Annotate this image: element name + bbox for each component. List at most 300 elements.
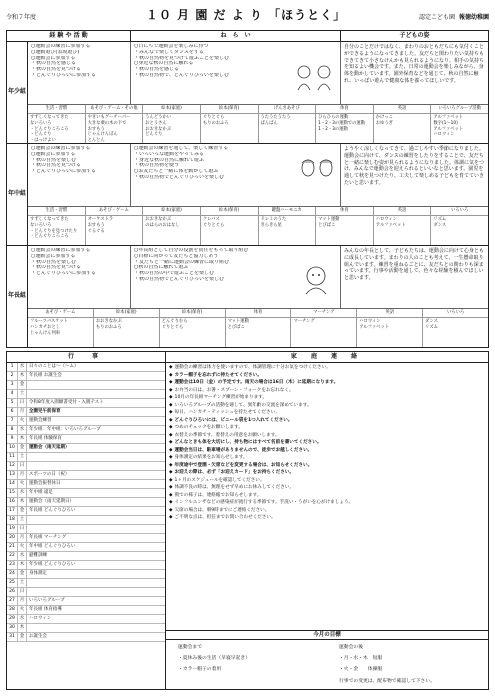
- event-day: 19: [7, 525, 18, 533]
- activity-header: あそび・ゲーム: [86, 207, 144, 215]
- activity-cell: やきいもグーチーパー 大きな栗の木の下で おすもう じゃんけんぽん とんとん: [86, 114, 144, 143]
- experience-line: ・秋の自然を見つける: [31, 67, 82, 72]
- note-item: [169, 485, 485, 492]
- event-weekday: 木: [18, 435, 27, 443]
- activity-header: 生活・習慣: [28, 105, 86, 113]
- event-text: [27, 624, 165, 632]
- note-bullet: ◆: [169, 500, 173, 506]
- goal-line: ・月・水・木 短服: [339, 656, 383, 662]
- note-text: 年度途中で登園・欠席などを変更する場合は、お知らせください。: [174, 462, 313, 468]
- event-text: いろいろグループ: [29, 598, 65, 603]
- note-text: 運動会の練習は体力を使いますので、体調管理に十分お気をつけください。: [174, 365, 331, 370]
- aim-line: ○お友だちと一緒に体を動かして遊ぶ: [134, 169, 219, 174]
- note-text: どんなときも体を大切にし、持ち物にはすべて名前を書いてください。: [174, 440, 322, 446]
- goals-title: 今月の目標: [166, 631, 488, 640]
- event-row: [7, 516, 165, 525]
- experience-line: ○運動遊び(表現遊び): [31, 49, 80, 55]
- event-row: [7, 570, 165, 579]
- activity-header: 絵本(家庭): [143, 105, 201, 113]
- event-day: 1: [7, 363, 18, 371]
- note-bullet: ◆: [169, 440, 173, 446]
- kids-description: みんなの年長として、子どもたちは、運動会に向けて心身ともに成長しています。まわりの人のことも考えて、一生懸命取り組んでいます。練習を重ねるごとに、友だちとの関わりも深まっています。行事や活動を通して、色々な経験を積んでほしいと思います。: [344, 248, 484, 281]
- note-item: [169, 373, 485, 380]
- note-item: [169, 493, 485, 500]
- aims-column: [131, 246, 341, 308]
- activity-cell: アルファベット 数字(1〜10) アルファベット ハロウィン: [433, 115, 464, 138]
- event-day: 4: [7, 390, 18, 398]
- activity-header: あそび・ゲーム: [28, 309, 94, 317]
- event-row: [7, 390, 165, 399]
- event-weekday: 日: [18, 525, 27, 533]
- event-weekday: 木: [18, 624, 27, 632]
- event-row: [7, 525, 165, 534]
- event-weekday: 月: [18, 408, 27, 416]
- event-weekday: 土: [18, 390, 27, 398]
- group-name: 年中組: [7, 144, 28, 245]
- note-bullet: ◆: [169, 417, 173, 423]
- event-row: [7, 399, 165, 408]
- note-bullet: ◆: [169, 387, 173, 393]
- experience-line: ・どんぐりひろいに参加する: [31, 271, 97, 276]
- event-weekday: 火: [18, 480, 27, 488]
- event-row: [7, 417, 165, 426]
- note-bullet: ◆: [169, 470, 173, 476]
- event-day: 20: [7, 534, 18, 542]
- event-text: [27, 516, 165, 524]
- event-day: 26: [7, 588, 18, 596]
- note-bullet: ◆: [169, 492, 173, 498]
- aim-line: ○秋の自然に触れて遊ぶ: [134, 265, 189, 271]
- note-bullet: ◆: [169, 507, 173, 513]
- newsletter-title: １０ 月 園 だ よ り 「ほうとく」: [146, 8, 347, 22]
- event-row: [7, 543, 165, 552]
- event-weekday: 金: [18, 507, 27, 515]
- newsletter-header: [6, 6, 489, 30]
- event-row: [7, 408, 165, 417]
- event-text: 年長組 体育指導: [29, 607, 62, 612]
- newsletter-page: [6, 6, 489, 696]
- note-bullet: ◆: [169, 365, 173, 370]
- events-list: [7, 363, 165, 642]
- event-row: [7, 453, 165, 462]
- event-day: 29: [7, 615, 18, 623]
- activity-cell: おおきなかぶ のはらのおはなし: [143, 216, 201, 245]
- activity-header: 絵本(保育): [160, 309, 226, 317]
- experience-column: [28, 144, 131, 206]
- event-text: [27, 462, 165, 470]
- group-block-nensho: [7, 42, 488, 144]
- event-text: 全園児午前保育: [29, 409, 61, 414]
- event-weekday: 月: [18, 471, 27, 479]
- goal-line: 運動会の後: [339, 645, 363, 650]
- goal-line: ・夏休み後の生活（早寝早起き）: [178, 656, 250, 662]
- note-text: カラー帽子を忘れずに持たせてください。: [174, 372, 262, 378]
- aim-line: ○日にちで運動会を楽しみに待つ: [134, 44, 209, 49]
- group-name: 年少組: [7, 42, 28, 143]
- experience-line: ○運動会の練習に参加する: [31, 146, 91, 151]
- note-text: 衣替えの季節です。着替えの用意をお願いします。: [174, 432, 280, 438]
- note-text: 欠席の場合は、朝9時までにご連絡ください。: [174, 507, 270, 513]
- activity-cell: うんどうかい おとうさん おおきなかぶ どんぐり: [143, 114, 201, 143]
- event-row: [7, 588, 165, 597]
- event-weekday: 月: [18, 597, 27, 605]
- note-bullet: ◆: [169, 395, 173, 401]
- event-day: 23: [7, 561, 18, 569]
- event-text: 運動会振替休日: [29, 481, 61, 486]
- activity-header: 生活・習慣: [28, 207, 86, 215]
- note-item: [169, 425, 485, 432]
- activity-header: あそび・ゲーム・その他: [86, 105, 144, 113]
- event-row: [7, 363, 165, 372]
- activity-cell: クレバス ぐりとぐら: [201, 216, 259, 245]
- event-day: 14: [7, 480, 18, 488]
- event-text: [27, 381, 165, 389]
- event-text: 年中組 遠足: [29, 490, 53, 495]
- event-day: 24: [7, 570, 18, 578]
- activity-header: 絵本(保育): [201, 207, 259, 215]
- activity-header: 英語: [374, 105, 432, 113]
- event-day: 6: [7, 408, 18, 416]
- note-text: 1ヶ月のスケジュールを確認してください。: [174, 477, 265, 483]
- kids-description: 自分のことだけではなく、まわりのおともだちにも気付くことができるようになってきました。友だちと関わりたい気持ちもできてきて小さなけんかも見られるようになり、相手の気持ちを知るよい機会です。また、日常の運動会を楽しみながら、身体を動かしています。園外保育などを通じて、秋の自然に触れ、いっぱい遊んで健康な体を養ってほしいです。: [344, 44, 485, 84]
- experience-line: ・秋の自然を見つける: [31, 163, 82, 169]
- event-text: 令和8年度入園願書受付・入園テスト: [29, 400, 104, 405]
- note-text: 10月の年長組マーチング練習が始まります。: [174, 395, 267, 401]
- event-row: [7, 462, 165, 471]
- activity-cell: すずしくなってきた ないろいろ ・どんぐりを見つけたり ・どんぐりころころ: [28, 216, 86, 245]
- activity-cell: フルーツバスケット ハンカチおとし じゃんけん列車: [28, 318, 94, 347]
- event-weekday: 月: [18, 534, 27, 542]
- note-item: [169, 448, 485, 455]
- event-day: 9: [7, 435, 18, 443]
- experience-column: [28, 246, 131, 308]
- event-day: 18: [7, 516, 18, 524]
- activity-cell: ひらひらの運動 1・2・3の運動での運動 1・2・3の運動: [316, 114, 374, 143]
- event-row: [7, 633, 165, 642]
- lower-section: [6, 351, 489, 690]
- event-row: [7, 381, 165, 390]
- aim-line: ・秋の自然を感じる: [134, 67, 180, 72]
- event-weekday: 火: [18, 543, 27, 551]
- event-weekday: 水: [18, 426, 27, 434]
- event-weekday: 日: [18, 462, 27, 470]
- activity-header: いろいろ: [451, 208, 469, 213]
- experience-line: ○運動会に参加する: [31, 151, 76, 157]
- event-weekday: 水: [18, 489, 27, 497]
- activity-header: 絵本(家庭): [94, 309, 160, 317]
- note-bullet: ◆: [169, 425, 173, 431]
- activity-header: げんきあそび: [259, 105, 317, 113]
- note-text: 体調不良の時は、無理をせず早めにお休みしてください。: [174, 485, 294, 491]
- event-weekday: 水: [18, 552, 27, 560]
- note-item: [169, 455, 485, 462]
- event-day: 13: [7, 471, 18, 479]
- event-text: 運動会（雨天延期日）: [29, 499, 74, 504]
- event-text: 年長組 どんぐりひろい: [29, 508, 76, 513]
- note-item: [169, 410, 485, 417]
- note-item: [169, 433, 485, 440]
- aim-line: ・秋の自然の中で遊ぶことを楽しむ: [134, 271, 215, 276]
- event-day: 25: [7, 579, 18, 587]
- activity-cell: おおきなかぶ もりのおふろ: [94, 318, 160, 347]
- event-weekday: 金: [18, 444, 27, 452]
- activity-header-row: [28, 105, 488, 114]
- experience-line: ○運動会に参加する: [31, 253, 76, 259]
- event-text: 避難訓練: [29, 553, 47, 558]
- experience-line: ○運動会に参加する: [31, 55, 76, 61]
- aim-line: ○年長組として自分の役割を責任をもって取り組む: [134, 248, 249, 253]
- event-text: 身体測定: [29, 571, 47, 576]
- event-row: [7, 507, 165, 516]
- event-weekday: 木: [18, 372, 27, 380]
- event-day: 31: [7, 633, 18, 641]
- note-item: [169, 388, 485, 395]
- activity-header: 体育: [226, 309, 292, 317]
- aims-column: [131, 144, 341, 206]
- event-text: お誕生会: [29, 634, 47, 639]
- school-label: 認定こども園: [418, 14, 455, 21]
- event-weekday: 木: [18, 561, 27, 569]
- event-text: 年少組：年中組：いろいろグループ: [29, 427, 101, 432]
- event-text: 年少組 どんぐりひろい: [29, 562, 76, 567]
- note-bullet: ◆: [169, 410, 173, 416]
- event-day: 15: [7, 489, 18, 497]
- activity-header: 体育: [316, 105, 374, 113]
- event-day: 2: [7, 372, 18, 380]
- aim-line: ・秋の自然物で、どんぐりひろいを楽しむ: [134, 72, 229, 78]
- event-weekday: 木: [18, 498, 27, 506]
- activity-cell: うたうたうたう ぱんぱん: [259, 114, 317, 143]
- aim-line: ・秋の自然物でどんぐりひろいを楽しむ: [134, 174, 225, 180]
- event-row: [7, 624, 165, 633]
- aim-line: ・秋の自然物でどんぐりひろいを楽しむ: [134, 276, 225, 282]
- class-plan-table: [6, 30, 489, 348]
- activity-header: 体育: [316, 207, 374, 215]
- note-text: いろいろグループの活動を通して、異年齢の交流を深めています。: [174, 402, 312, 408]
- note-text: どんぐりひろいには、ビニール袋を1つ入れてください。: [174, 417, 293, 423]
- event-day: 11: [7, 453, 18, 461]
- event-row: [7, 561, 165, 570]
- experience-line: ・どんぐりひろいに参加する: [31, 72, 97, 78]
- event-row: [7, 579, 165, 588]
- events-heading: 行 事: [7, 352, 165, 363]
- aim-line: ・身近な秋の自然に触れて遊ぶ: [134, 157, 205, 163]
- activity-content-row: [28, 216, 488, 245]
- event-row: [7, 597, 165, 606]
- header-aims: ね ら い: [131, 31, 341, 41]
- note-bullet: ◆: [169, 432, 173, 438]
- note-text: お迎えの際は、必ず「お迎えカード」をお持ちください。: [174, 470, 294, 476]
- activity-cell: ダンス リズム: [425, 319, 438, 330]
- group-block-nencho: [7, 246, 488, 347]
- experience-line: ○運動会の練習に参加する: [31, 44, 91, 49]
- note-item: [169, 500, 485, 507]
- event-row: [7, 552, 165, 561]
- note-item: [169, 508, 485, 515]
- notes-heading: 家 庭 連 絡: [166, 352, 488, 363]
- experience-column: [28, 42, 131, 104]
- event-day: 10: [7, 444, 18, 452]
- event-day: 28: [7, 606, 18, 614]
- event-row: [7, 534, 165, 543]
- event-day: 5: [7, 399, 18, 407]
- activity-header: 絵本(保育): [201, 105, 259, 113]
- notes-list: [166, 363, 488, 630]
- note-bullet: ◆: [169, 447, 173, 453]
- event-text: [27, 579, 165, 587]
- activity-header-row: [28, 207, 488, 216]
- activity-header-row: [28, 309, 488, 318]
- acorn-illustration: [296, 150, 336, 180]
- fiscal-year: 令和７年度: [6, 14, 37, 21]
- event-weekday: 火: [18, 606, 27, 614]
- event-row: [7, 498, 165, 507]
- note-text: 運動会は10日（金）の予定です。雨天の場合は16日（木）に延期になります。: [174, 380, 339, 386]
- event-day: 21: [7, 543, 18, 551]
- event-weekday: 水: [18, 363, 27, 371]
- aim-line: ・友だちと一緒に運動会の練習に取り組む: [134, 259, 230, 265]
- event-day: 22: [7, 552, 18, 560]
- activity-header: いろいろ: [446, 310, 465, 315]
- note-bullet: ◆: [169, 455, 173, 461]
- note-bullet: ◆: [169, 402, 173, 408]
- aim-line: ・いろいろな運動をやってみる: [134, 151, 205, 157]
- aim-line: ・秋の自然物を見つけて遊ぶことを楽しむ: [134, 55, 230, 61]
- event-day: 3: [7, 381, 18, 389]
- home-notes-panel: [166, 351, 489, 690]
- event-row: [7, 435, 165, 444]
- event-day: 16: [7, 498, 18, 506]
- event-day: 8: [7, 426, 18, 434]
- activity-header: 鍵盤ハーモニカ: [259, 207, 317, 215]
- activity-cell: どんぐりむら ぐりとぐら: [160, 318, 226, 347]
- event-row: [7, 606, 165, 615]
- event-day: 12: [7, 462, 18, 470]
- note-item: [169, 395, 485, 402]
- activity-cell: マーチング: [291, 318, 357, 347]
- goals-left: [166, 640, 327, 689]
- note-bullet: ◆: [169, 515, 173, 521]
- activity-cell: ぐりとぐら もりのおふろ: [201, 114, 259, 143]
- activity-header: 英語: [374, 207, 432, 215]
- event-text: [27, 588, 165, 596]
- event-weekday: 金: [18, 633, 27, 641]
- event-day: 30: [7, 624, 18, 632]
- note-item: [169, 365, 485, 372]
- event-weekday: 水: [18, 615, 27, 623]
- note-text: 身体測定の結果をお知らせします。: [174, 455, 248, 461]
- note-text: 毎日、ハンカチ・ティッシュを持たせてください。: [174, 410, 280, 416]
- school-name: 報徳幼稚園: [458, 14, 489, 21]
- note-item: [169, 440, 485, 447]
- activity-header: いろいろグループ活動: [438, 106, 481, 111]
- event-text: [27, 390, 165, 398]
- experience-line: ・秋の自然を感じる: [31, 61, 77, 67]
- activity-cell: ドレミのうた きらきら星: [259, 216, 317, 245]
- event-weekday: 火: [18, 417, 27, 425]
- note-bullet: ◆: [169, 477, 173, 483]
- experience-line: ・秋の自然を見つける: [31, 265, 82, 271]
- event-row: [7, 372, 165, 381]
- goal-line: ・カラー帽子の着用: [178, 667, 222, 673]
- event-row: [7, 480, 165, 489]
- event-text: スポーツの日（祝）: [29, 472, 70, 477]
- activity-cell: すずしくなってきた ないろいろ ・どんぐりころころ ・どんぐり ・はっけよい: [28, 114, 86, 143]
- goal-line: 行事での変更は、配布物で確認して下さい。: [339, 678, 435, 684]
- note-text: 運動会当日は、駐車場がありませんので、徒歩でお越しください。: [174, 447, 313, 453]
- aim-line: ○目標に向かって友だちと協力しあう: [134, 253, 219, 259]
- activity-content-row: [28, 114, 488, 143]
- event-day: 27: [7, 597, 18, 605]
- header-experience: 経 験 や 活 動: [7, 31, 131, 41]
- goal-line: 運動会まで: [178, 645, 202, 650]
- event-weekday: 金: [18, 570, 27, 578]
- group-block-nenchu: [7, 144, 488, 246]
- activity-header: 絵本(家庭): [143, 207, 201, 215]
- event-text: [27, 453, 165, 461]
- header-kids: 子どもの姿: [399, 32, 430, 39]
- event-weekday: 土: [18, 516, 27, 524]
- event-day: 7: [7, 417, 18, 425]
- note-text: インフルエンザなどの感染症が流行する季節です。手洗い・うがいを心がけましょう。: [174, 500, 354, 506]
- activity-cell: マット運動 とびばこ: [316, 216, 374, 245]
- event-text: 年長組 お誕生会: [29, 373, 62, 378]
- note-item: [169, 515, 485, 522]
- event-weekday: 日: [18, 399, 27, 407]
- experience-line: ・秋の自然を楽しむ: [31, 157, 77, 163]
- experience-line: ・秋の自然を楽しむ: [31, 259, 77, 265]
- note-text: 園での様子は、連絡帳でお知らせします。: [174, 492, 262, 498]
- activity-content-row: [28, 318, 488, 347]
- aim-line: ・秋の自然物を使う: [134, 163, 180, 169]
- note-item: [169, 470, 485, 477]
- event-row: [7, 426, 165, 435]
- activity-header: マーチング: [291, 309, 357, 317]
- note-item: [169, 478, 485, 485]
- aim-line: ・みんなで楽しくダンスをする: [134, 49, 204, 55]
- event-text: 年長組 体験保育: [29, 436, 62, 441]
- goals-right: [327, 640, 488, 689]
- note-bullet: ◆: [169, 380, 173, 386]
- event-text: 年中組 どんぐりひろい: [29, 544, 76, 549]
- activity-cell: マット運動 とびばこ: [226, 318, 292, 347]
- aim-line: ○身近な秋の自然に触れる: [134, 61, 194, 67]
- activity-cell: かけっこ おゆうぎ: [374, 114, 432, 143]
- note-item: [169, 403, 485, 410]
- experience-line: ○運動会の練習に参加する: [31, 248, 91, 253]
- event-weekday: 土: [18, 579, 27, 587]
- event-day: 17: [7, 507, 18, 515]
- monthly-goals: [166, 630, 488, 689]
- note-item: [169, 463, 485, 470]
- activity-cell: ハロウィン アルファベット: [357, 318, 423, 347]
- children-illustration: [294, 62, 336, 92]
- event-text: [27, 525, 165, 533]
- events-calendar: [6, 351, 166, 690]
- goal-line: ・火・金 体操服: [339, 667, 383, 673]
- kids-description: ようやく涼しくなってきて、過ごしやすい季節になりました。運動会に向けて、ダンスの練習をしたりをすることで、友だちと一緒に楽しむ姿が見られるようになりました。体調に気をつけ、みんなで運動会を迎えられるといいなと思います。園児を通して秋を見つけたり、工夫して楽しめる子どもを育てていきたいと思います。: [344, 146, 485, 186]
- activity-cell: リズム ダンス: [433, 217, 447, 228]
- event-text: ハロウィン: [29, 616, 52, 621]
- school-info: [419, 15, 489, 22]
- aims-column: [131, 42, 341, 104]
- activity-cell: オーケストラ おすもう ぐるぐる: [86, 216, 144, 245]
- group-name: 年長組: [7, 246, 28, 347]
- aim-line: ○運動会の練習を通して、楽しく練習する: [134, 146, 229, 151]
- note-bullet: ◆: [169, 485, 173, 491]
- event-text: 日々のことは〜（〜ム）: [29, 364, 79, 369]
- event-text: 運動会練習: [29, 418, 52, 423]
